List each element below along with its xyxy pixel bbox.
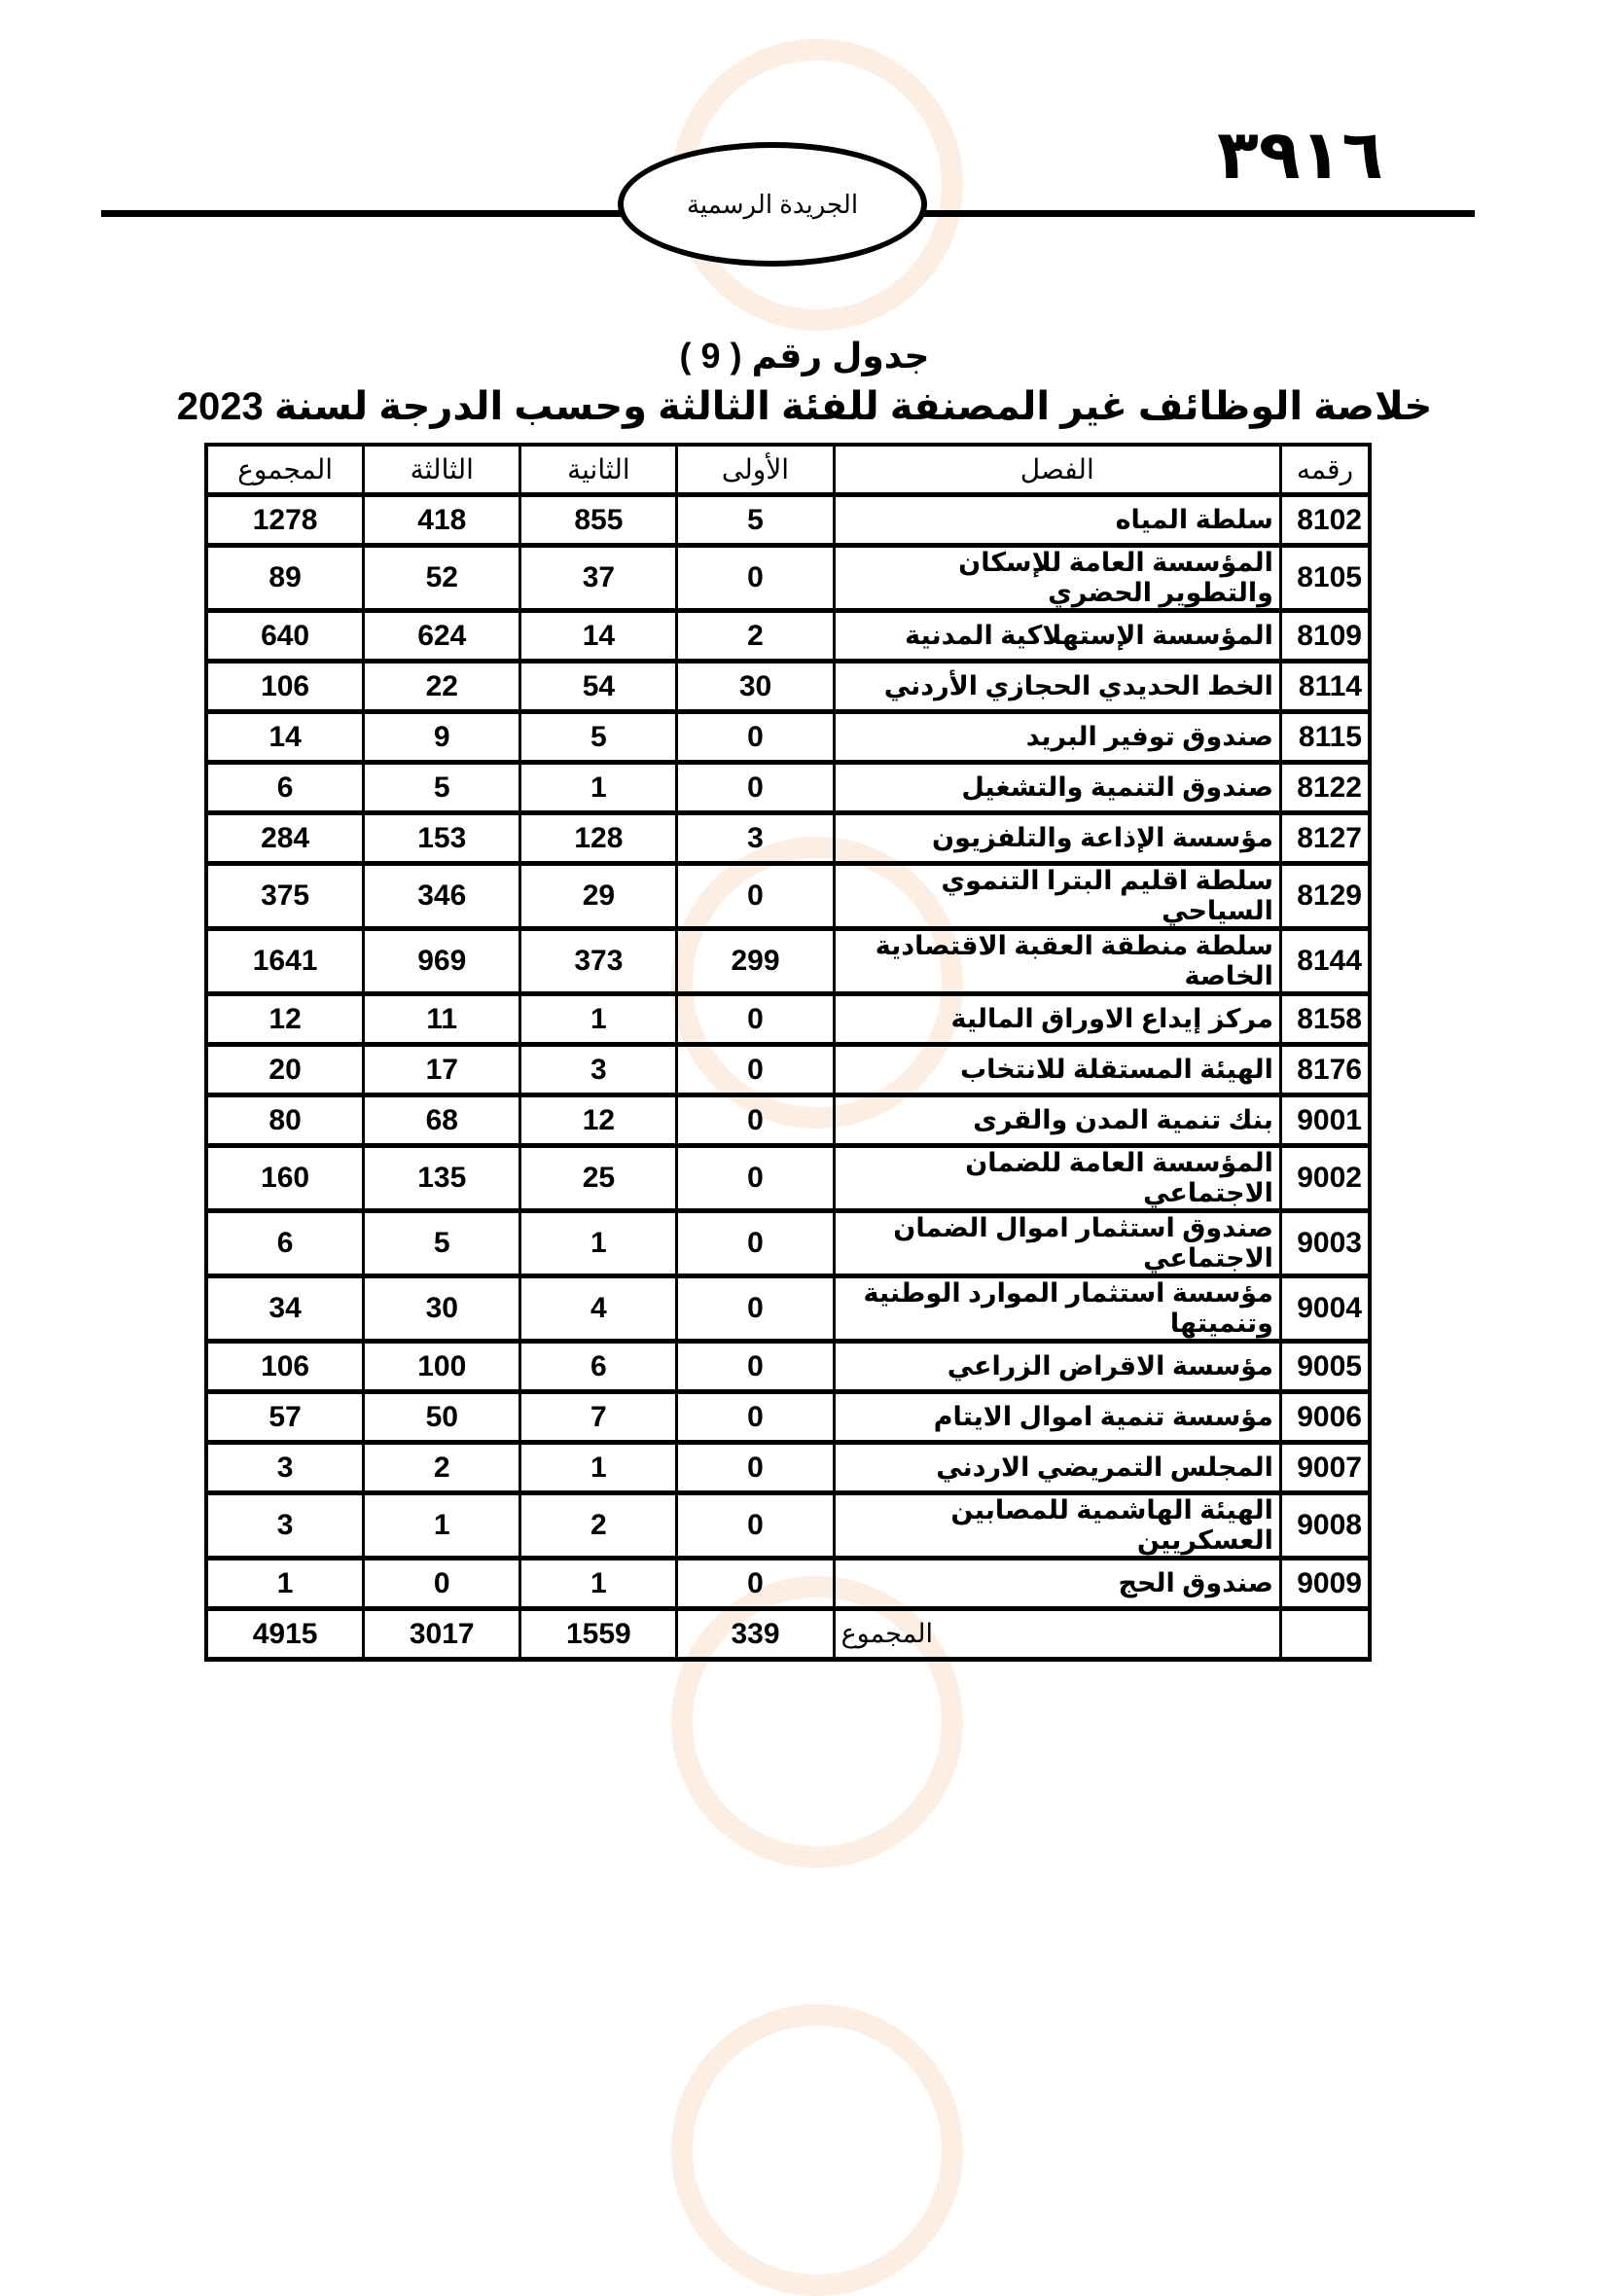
table-row [206, 611, 1370, 662]
table-row [206, 546, 1370, 611]
table-row [206, 864, 1370, 929]
table-row [206, 1146, 1370, 1211]
cell-name: المؤسسة العامة للضمان الاجتماعي [834, 1146, 1280, 1211]
cell-first: 0 [677, 712, 834, 763]
cell-total: 20 [206, 1045, 364, 1095]
cell-code: 9005 [1280, 1342, 1370, 1392]
cell-third: 5 [364, 1211, 520, 1276]
col-total: المجموع [206, 445, 364, 495]
cell-name: بنك تنمية المدن والقرى [834, 1095, 1280, 1146]
cell-code: 9009 [1280, 1559, 1370, 1609]
col-chapter: الفصل [834, 445, 1280, 495]
cell-second: 1 [520, 1443, 677, 1493]
cell-name: مؤسسة استثمار الموارد الوطنية وتنميتها [834, 1276, 1280, 1342]
col-code: رقمه [1280, 445, 1370, 495]
cell-first: 0 [677, 763, 834, 813]
cell-code: 8144 [1280, 929, 1370, 994]
cell-first: 0 [677, 1211, 834, 1276]
cell-name: الهيئة الهاشمية للمصابين العسكريين [834, 1493, 1280, 1559]
table-row [206, 1559, 1370, 1609]
cell-first: 0 [677, 994, 834, 1045]
col-third: الثالثة [364, 445, 520, 495]
cell-total: 6 [206, 763, 364, 813]
cell-code: 9004 [1280, 1276, 1370, 1342]
cell-third: 2 [364, 1443, 520, 1493]
cell-third: 153 [364, 813, 520, 864]
cell-code: 8105 [1280, 546, 1370, 611]
cell-second: 1 [520, 994, 677, 1045]
table-row [206, 1211, 1370, 1276]
cell-code: 8127 [1280, 813, 1370, 864]
cell-total: 14 [206, 712, 364, 763]
table-row [206, 813, 1370, 864]
cell-total: 3 [206, 1443, 364, 1493]
cell-third: 50 [364, 1392, 520, 1443]
cell-name: المجلس التمريضي الاردني [834, 1443, 1280, 1493]
cell-code: 8109 [1280, 611, 1370, 662]
cell-name: صندوق التنمية والتشغيل [834, 763, 1280, 813]
table-row [206, 1276, 1370, 1342]
cell-first: 0 [677, 1559, 834, 1609]
cell-total: 80 [206, 1095, 364, 1146]
cell-code: 9008 [1280, 1493, 1370, 1559]
table-row [206, 662, 1370, 712]
cell-total: 89 [206, 546, 364, 611]
cell-name: سلطة اقليم البترا التنموي السياحي [834, 864, 1280, 929]
cell-second: 37 [520, 546, 677, 611]
cell-third: 11 [364, 994, 520, 1045]
cell-second: 855 [520, 495, 677, 546]
cell-third: 52 [364, 546, 520, 611]
publication-name: الجريدة الرسمية [686, 189, 859, 219]
cell-second: 29 [520, 864, 677, 929]
cell-first: 2 [677, 611, 834, 662]
cell-name: مؤسسة الاقراض الزراعي [834, 1342, 1280, 1392]
cell-first: 0 [677, 1342, 834, 1392]
cell-name: مؤسسة تنمية اموال الايتام [834, 1392, 1280, 1443]
cell-name: مؤسسة الإذاعة والتلفزيون [834, 813, 1280, 864]
cell-total: 284 [206, 813, 364, 864]
total-second: 1559 [520, 1609, 677, 1660]
cell-code: 9003 [1280, 1211, 1370, 1276]
cell-name: الهيئة المستقلة للانتخاب [834, 1045, 1280, 1095]
totals-row [206, 1609, 1370, 1660]
cell-total: 3 [206, 1493, 364, 1559]
cell-second: 2 [520, 1493, 677, 1559]
cell-code: 8102 [1280, 495, 1370, 546]
cell-second: 373 [520, 929, 677, 994]
cell-name: سلطة المياه [834, 495, 1280, 546]
cell-first: 0 [677, 1443, 834, 1493]
cell-first: 0 [677, 1095, 834, 1146]
cell-second: 3 [520, 1045, 677, 1095]
cell-total: 1 [206, 1559, 364, 1609]
cell-second: 5 [520, 712, 677, 763]
cell-name: مركز إيداع الاوراق المالية [834, 994, 1280, 1045]
cell-total: 34 [206, 1276, 364, 1342]
cell-total: 12 [206, 994, 364, 1045]
cell-code: 8176 [1280, 1045, 1370, 1095]
cell-second: 6 [520, 1342, 677, 1392]
cell-total: 160 [206, 1146, 364, 1211]
cell-third: 0 [364, 1559, 520, 1609]
table-row [206, 929, 1370, 994]
cell-code: 9006 [1280, 1392, 1370, 1443]
cell-second: 25 [520, 1146, 677, 1211]
cell-third: 30 [364, 1276, 520, 1342]
cell-total: 106 [206, 1342, 364, 1392]
cell-third: 68 [364, 1095, 520, 1146]
table-row [206, 763, 1370, 813]
cell-first: 0 [677, 546, 834, 611]
cell-name: المؤسسة الإستهلاكية المدنية [834, 611, 1280, 662]
cell-code: 8129 [1280, 864, 1370, 929]
cell-total: 106 [206, 662, 364, 712]
cell-name: صندوق توفير البريد [834, 712, 1280, 763]
col-first: الأولى [677, 445, 834, 495]
cell-total: 1278 [206, 495, 364, 546]
cell-second: 1 [520, 1559, 677, 1609]
cell-first: 0 [677, 1146, 834, 1211]
table-header-row [206, 445, 1370, 495]
table-row [206, 1392, 1370, 1443]
summary-table [204, 443, 1372, 1662]
cell-third: 1 [364, 1493, 520, 1559]
table-row [206, 994, 1370, 1045]
publication-badge [618, 142, 927, 267]
cell-third: 624 [364, 611, 520, 662]
table-row [206, 1342, 1370, 1392]
cell-second: 1 [520, 763, 677, 813]
cell-total: 6 [206, 1211, 364, 1276]
table-row [206, 712, 1370, 763]
cell-third: 9 [364, 712, 520, 763]
cell-code: 9007 [1280, 1443, 1370, 1493]
cell-first: 3 [677, 813, 834, 864]
cell-second: 7 [520, 1392, 677, 1443]
cell-total: 57 [206, 1392, 364, 1443]
cell-second: 54 [520, 662, 677, 712]
table-subtitle: خلاصة الوظائف غير المصنفة للفئة الثالثة وحسب الدرجة لسنة 2023 [176, 385, 1433, 428]
cell-first: 0 [677, 1493, 834, 1559]
cell-third: 418 [364, 495, 520, 546]
table-row [206, 1095, 1370, 1146]
watermark-clock-icon [671, 2004, 963, 2296]
cell-second: 12 [520, 1095, 677, 1146]
cell-first: 0 [677, 1392, 834, 1443]
cell-total: 375 [206, 864, 364, 929]
cell-third: 22 [364, 662, 520, 712]
table-row [206, 1493, 1370, 1559]
cell-first: 0 [677, 1045, 834, 1095]
cell-code: 8122 [1280, 763, 1370, 813]
table-row [206, 495, 1370, 546]
cell-first: 299 [677, 929, 834, 994]
cell-name: صندوق استثمار اموال الضمان الاجتماعي [834, 1211, 1280, 1276]
page-number: ٣٩١٦ [1217, 117, 1383, 193]
cell-code: 9001 [1280, 1095, 1370, 1146]
cell-name: الخط الحديدي الحجازي الأردني [834, 662, 1280, 712]
cell-second: 4 [520, 1276, 677, 1342]
cell-code: 8115 [1280, 712, 1370, 763]
cell-first: 30 [677, 662, 834, 712]
cell-third: 100 [364, 1342, 520, 1392]
cell-name: المؤسسة العامة للإسكان والتطوير الحضري [834, 546, 1280, 611]
cell-name: صندوق الحج [834, 1559, 1280, 1609]
total-third: 3017 [364, 1609, 520, 1660]
cell-code: 8114 [1280, 662, 1370, 712]
col-second: الثانية [520, 445, 677, 495]
cell-first: 5 [677, 495, 834, 546]
cell-third: 5 [364, 763, 520, 813]
cell-total: 1641 [206, 929, 364, 994]
cell-code: 8158 [1280, 994, 1370, 1045]
cell-first: 0 [677, 864, 834, 929]
cell-third: 346 [364, 864, 520, 929]
cell-name: سلطة منطقة العقبة الاقتصادية الخاصة [834, 929, 1280, 994]
cell-second: 128 [520, 813, 677, 864]
cell-third: 969 [364, 929, 520, 994]
cell-first: 0 [677, 1276, 834, 1342]
cell-code: 9002 [1280, 1146, 1370, 1211]
cell-third: 135 [364, 1146, 520, 1211]
total-first: 339 [677, 1609, 834, 1660]
table-row [206, 1045, 1370, 1095]
table-title: جدول رقم ( 9 ) [679, 336, 930, 376]
cell-second: 14 [520, 611, 677, 662]
table-row [206, 1443, 1370, 1493]
totals-label: المجموع [834, 1609, 1280, 1660]
cell-total: 640 [206, 611, 364, 662]
cell-third: 17 [364, 1045, 520, 1095]
total-total: 4915 [206, 1609, 364, 1660]
cell-second: 1 [520, 1211, 677, 1276]
